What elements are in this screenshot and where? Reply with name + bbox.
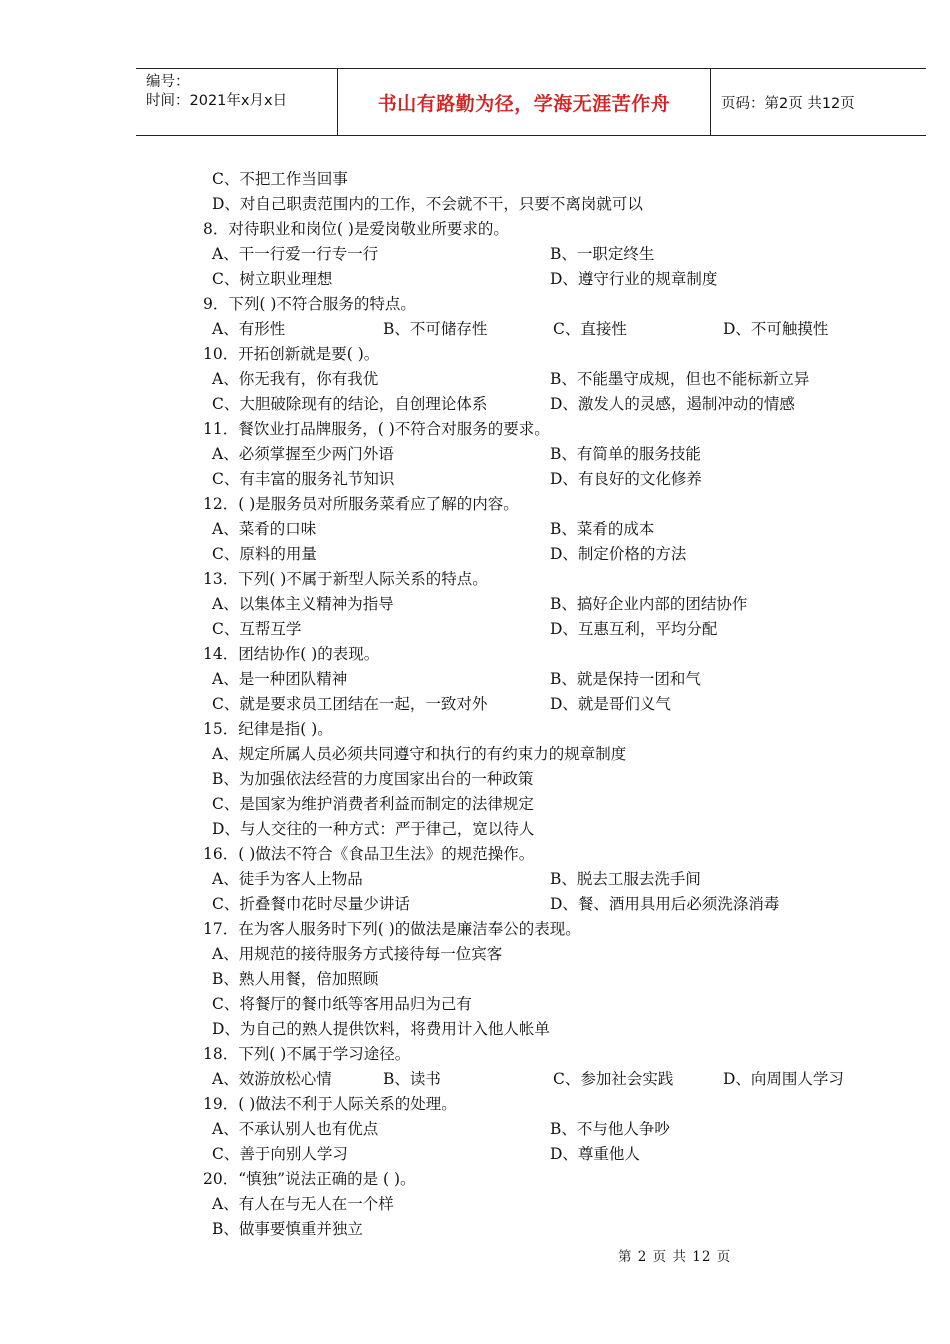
answer-option: C、是国家为维护消费者利益而制定的法律规定: [212, 795, 534, 813]
answer-option: C、善于向别人学习: [212, 1145, 348, 1163]
answer-option: B、有简单的服务技能: [550, 445, 701, 463]
answer-option: D、与人交往的一种方式：严于律己，宽以待人: [212, 820, 535, 838]
option-line: [200, 742, 900, 767]
answer-option: C、大胆破除现有的结论，自创理论体系: [212, 395, 488, 413]
question-text: 9．下列( )不符合服务的特点。: [203, 295, 416, 313]
question-line: [200, 1167, 900, 1192]
answer-option: D、向周围人学习: [723, 1070, 844, 1088]
option-line: [200, 392, 900, 417]
document-date-label: 时间：2021年x月x日: [146, 93, 288, 109]
question-line: [200, 417, 900, 442]
answer-option: A、是一种团队精神: [212, 670, 348, 688]
option-line: [200, 817, 900, 842]
question-text: 15．纪律是指( )。: [203, 720, 333, 738]
question-line: [200, 217, 900, 242]
option-line: [200, 967, 900, 992]
answer-option: D、制定价格的方法: [550, 545, 687, 563]
question-text: 12．( )是服务员对所服务菜肴应了解的内容。: [203, 495, 519, 513]
option-line: [200, 892, 900, 917]
header-page-info: 页码：第2页 共12页: [721, 95, 855, 112]
answer-option: B、菜肴的成本: [550, 520, 655, 538]
option-line: [200, 192, 900, 217]
question-line: [200, 717, 900, 742]
answer-option: B、不与他人争吵: [550, 1120, 670, 1138]
question-text: 13．下列( )不属于新型人际关系的特点。: [203, 570, 488, 588]
answer-option: B、搞好企业内部的团结协作: [550, 595, 748, 613]
answer-option: D、不可触摸性: [723, 320, 829, 338]
question-line: [200, 917, 900, 942]
option-line: [200, 792, 900, 817]
option-line: [200, 367, 900, 392]
option-line: [200, 542, 900, 567]
header-meta: [136, 69, 338, 135]
option-line: [200, 617, 900, 642]
answer-option: C、互帮互学: [212, 620, 302, 638]
question-line: [200, 642, 900, 667]
answer-option: A、干一行爱一行专一行: [212, 245, 379, 263]
answer-option: D、餐、酒用具用后必须洗涤消毒: [550, 895, 780, 913]
question-line: [200, 842, 900, 867]
answer-option: C、不把工作当回事: [212, 170, 348, 188]
answer-option: D、就是哥们义气: [550, 695, 671, 713]
option-line: [200, 867, 900, 892]
answer-option: B、读书: [383, 1070, 441, 1088]
answer-option: D、为自己的熟人提供饮料，将费用计入他人帐单: [212, 1020, 550, 1038]
answer-option: C、直接性: [553, 320, 627, 338]
answer-option: C、折叠餐巾花时尽量少讲话: [212, 895, 410, 913]
question-line: [200, 567, 900, 592]
answer-option: A、用规范的接待服务方式接待每一位宾客: [212, 945, 503, 963]
answer-option: B、就是保持一团和气: [550, 670, 701, 688]
option-line: [200, 442, 900, 467]
option-line: [200, 692, 900, 717]
answer-option: C、树立职业理想: [212, 270, 333, 288]
answer-option: B、做事要慎重并独立: [212, 1220, 363, 1238]
answer-option: A、有人在与无人在一个样: [212, 1195, 394, 1213]
answer-option: A、你无我有，你有我优: [212, 370, 379, 388]
option-line: [200, 1017, 900, 1042]
document-number-label: 编号：: [146, 74, 190, 90]
answer-option: B、一职定终生: [550, 245, 655, 263]
question-line: [200, 292, 900, 317]
answer-option: C、将餐厅的餐巾纸等客用品归为己有: [212, 995, 472, 1013]
option-line: [200, 167, 900, 192]
answer-option: D、有良好的文化修养: [550, 470, 702, 488]
answer-option: A、菜肴的口味: [212, 520, 317, 538]
answer-option: D、对自己职责范围内的工作，不会就不干，只要不离岗就可以: [212, 195, 643, 213]
option-line: [200, 517, 900, 542]
question-text: 20．“慎独”说法正确的是 ( )。: [203, 1170, 416, 1188]
question-text: 16．( )做法不符合《食品卫生法》的规范操作。: [203, 845, 535, 863]
answer-option: A、规定所属人员必须共同遵守和执行的有约束力的规章制度: [212, 745, 627, 763]
answer-option: D、遵守行业的规章制度: [550, 270, 718, 288]
question-line: [200, 1042, 900, 1067]
answer-option: B、不可储存性: [383, 320, 488, 338]
header-motto: 书山有路勤为径，学海无涯苦作舟: [338, 69, 711, 135]
answer-option: A、以集体主义精神为指导: [212, 595, 394, 613]
answer-option: B、熟人用餐，倍加照顾: [212, 970, 379, 988]
question-line: [200, 342, 900, 367]
question-text: 10．开拓创新就是要( )。: [203, 345, 380, 363]
option-line: [200, 942, 900, 967]
answer-option: C、原料的用量: [212, 545, 317, 563]
answer-option: D、激发人的灵感，遏制冲动的情感: [550, 395, 795, 413]
option-line: [200, 1067, 900, 1092]
option-line: [200, 1117, 900, 1142]
answer-option: A、效游放松心情: [212, 1070, 332, 1088]
answer-option: A、有形性: [212, 320, 286, 338]
question-text: 14．团结协作( )的表现。: [203, 645, 380, 663]
answer-option: D、尊重他人: [550, 1145, 640, 1163]
answer-option: B、为加强依法经营的力度国家出台的一种政策: [212, 770, 534, 788]
option-line: [200, 1142, 900, 1167]
answer-option: C、有丰富的服务礼节知识: [212, 470, 395, 488]
question-text: 19．( )做法不利于人际关系的处理。: [203, 1095, 457, 1113]
answer-option: A、徒手为客人上物品: [212, 870, 363, 888]
exam-questions: [200, 167, 900, 1242]
question-text: 17．在为客人服务时下列( )的做法是廉洁奉公的表现。: [203, 920, 581, 938]
option-line: [200, 1192, 900, 1217]
option-line: [200, 767, 900, 792]
option-line: [200, 317, 900, 342]
option-line: [200, 1217, 900, 1242]
answer-option: A、必须掌握至少两门外语: [212, 445, 394, 463]
option-line: [200, 992, 900, 1017]
page-footer: 第 2 页 共 12 页: [618, 1249, 732, 1265]
option-line: [200, 467, 900, 492]
answer-option: A、不承认别人也有优点: [212, 1120, 379, 1138]
question-text: 8．对待职业和岗位( )是爱岗敬业所要求的。: [203, 220, 509, 238]
answer-option: C、参加社会实践: [553, 1070, 674, 1088]
answer-option: C、就是要求员工团结在一起，一致对外: [212, 695, 488, 713]
option-line: [200, 667, 900, 692]
answer-option: D、互惠互利，平均分配: [550, 620, 718, 638]
question-text: 11．餐饮业打品牌服务，( )不符合对服务的要求。: [203, 420, 550, 438]
answer-option: B、脱去工服去洗手间: [550, 870, 701, 888]
question-line: [200, 492, 900, 517]
answer-option: B、不能墨守成规，但也不能标新立异: [550, 370, 810, 388]
question-line: [200, 1092, 900, 1117]
option-line: [200, 242, 900, 267]
page-header: [136, 68, 926, 136]
question-text: 18．下列( )不属于学习途径。: [203, 1045, 411, 1063]
option-line: [200, 592, 900, 617]
option-line: [200, 267, 900, 292]
